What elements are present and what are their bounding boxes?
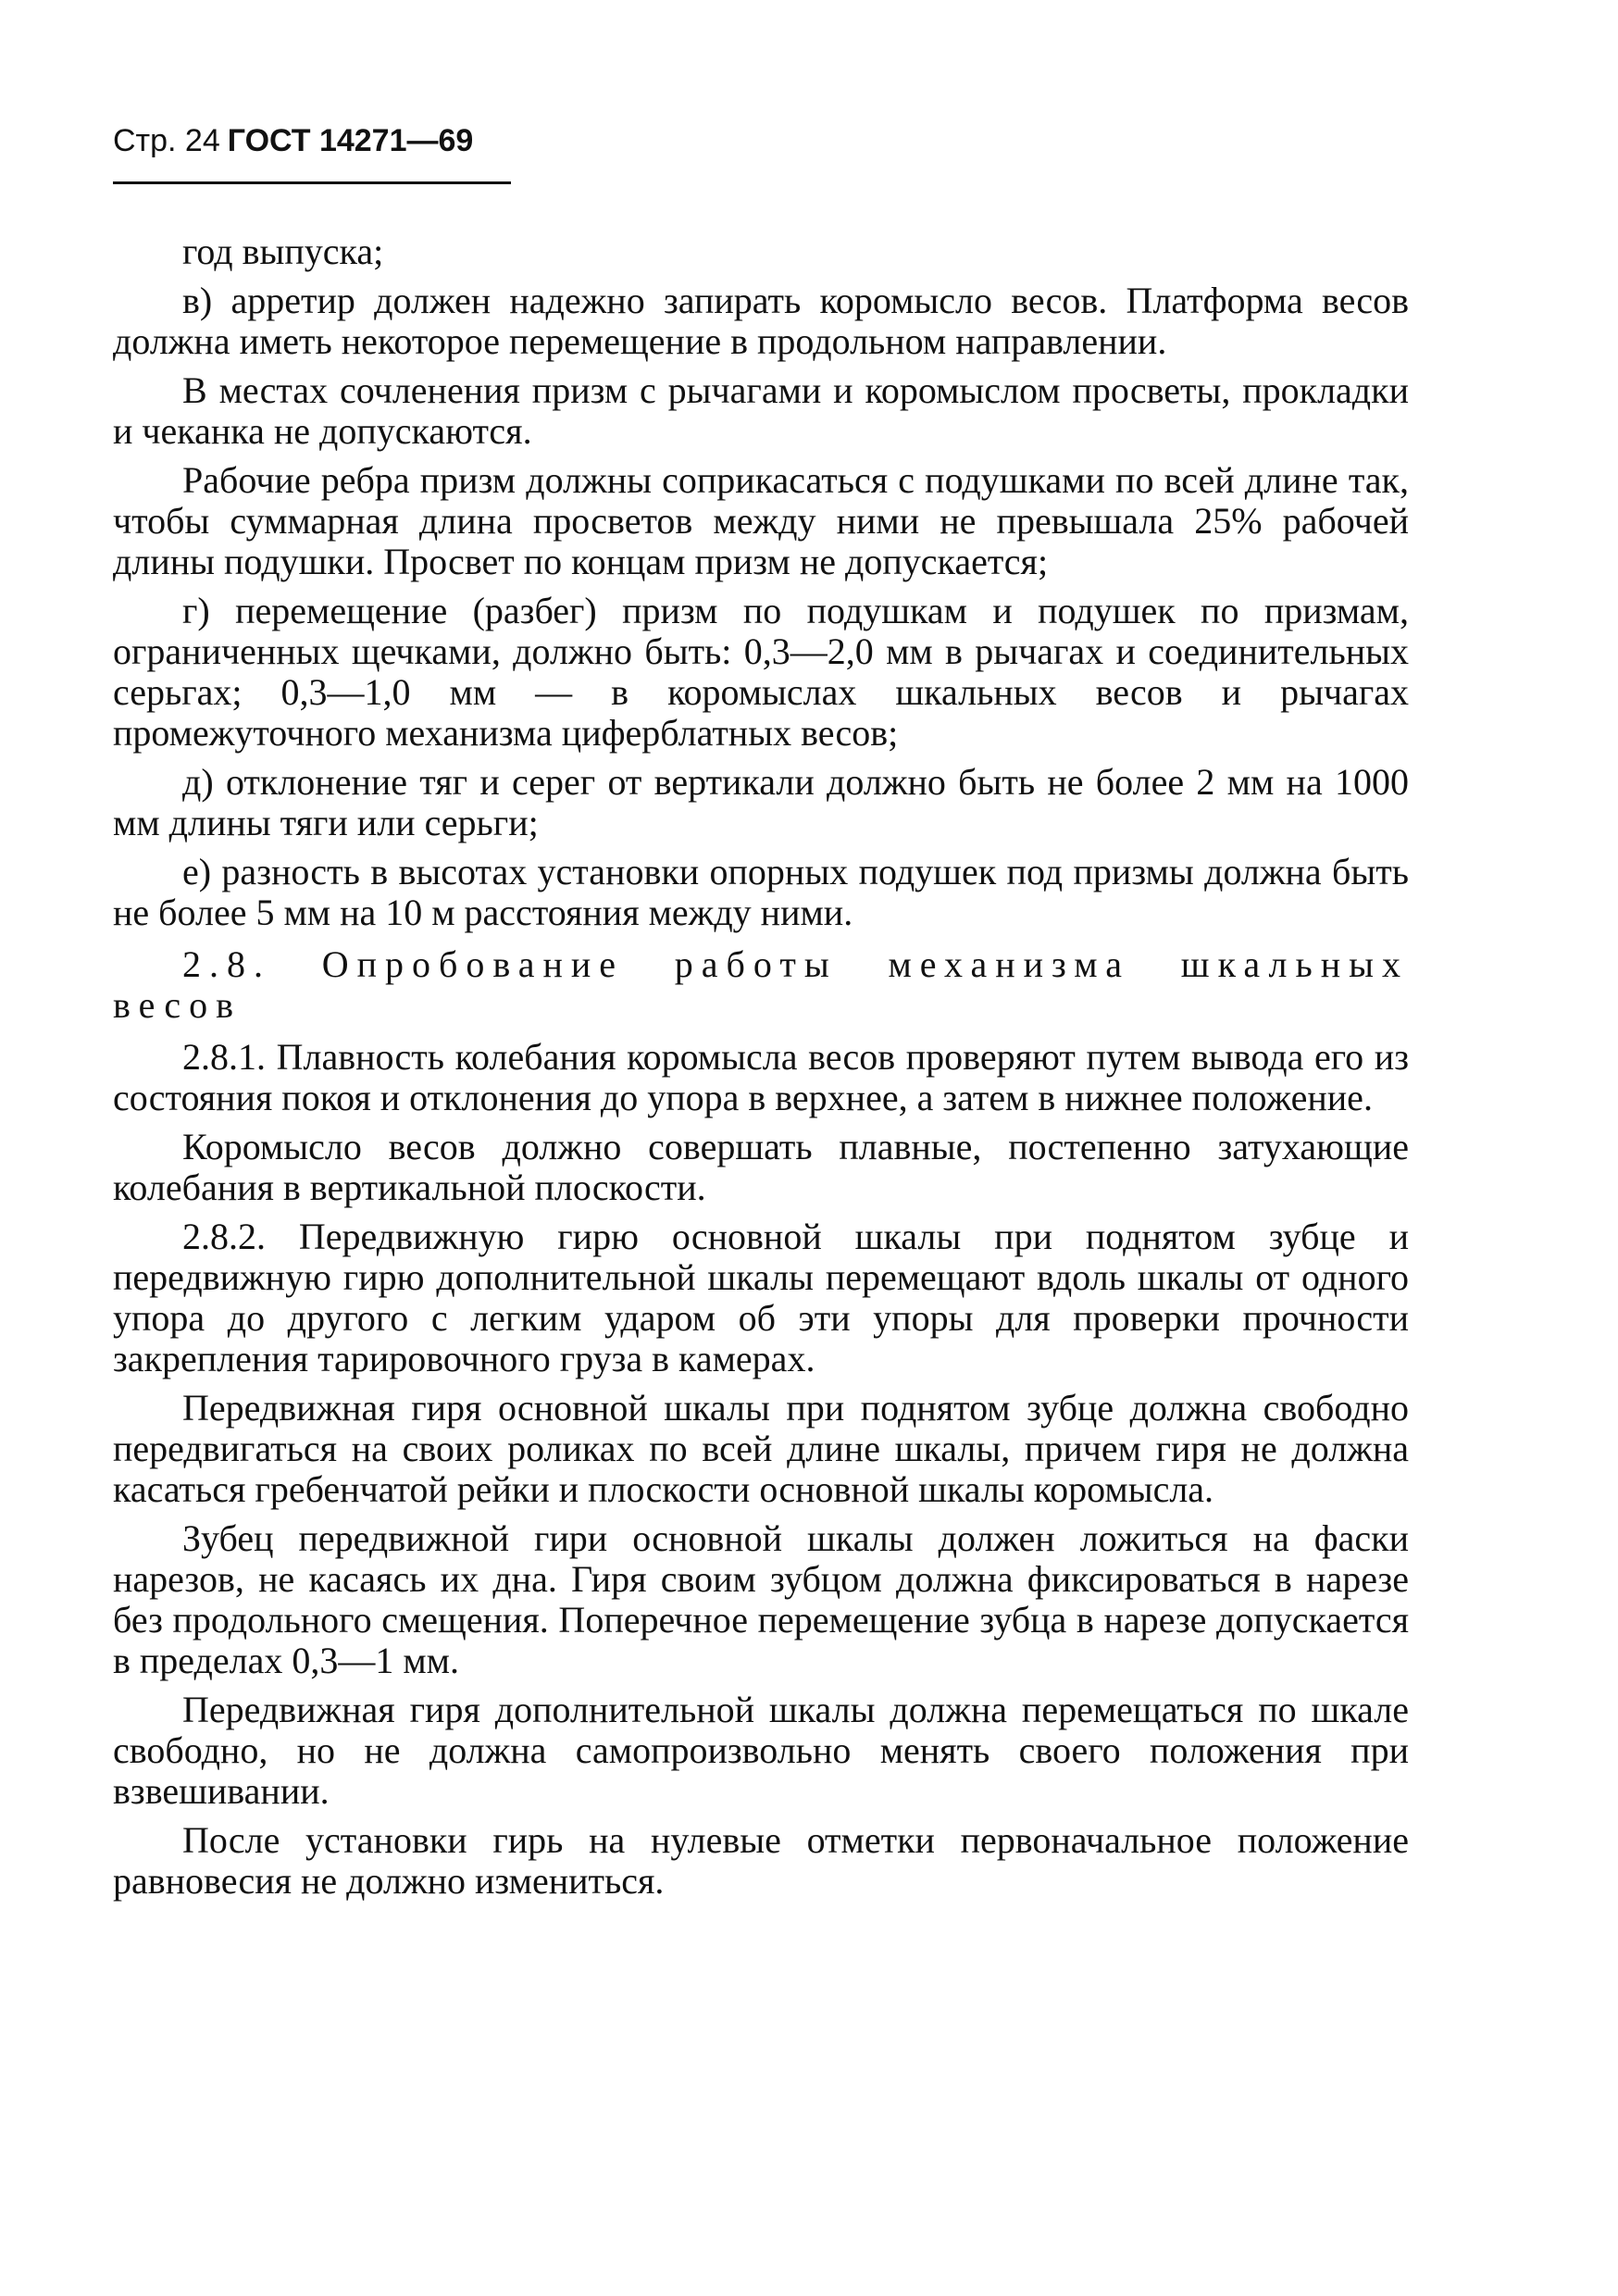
page-header	[113, 120, 511, 161]
paragraph: 2.8.1. Плавность колебания коромысла весов проверяют путем вывода его из состояния покоя и отклонения до упора в верхнее, а затем в нижнее положение.	[113, 1036, 1409, 1118]
paragraph: е) разность в высотах установки опорных подушек под призмы должна быть не более 5 мм на 10 м расстояния между ними.	[113, 851, 1409, 933]
standard-number: ГОСТ 14271—69	[227, 123, 474, 158]
paragraph: в) арретир должен надежно запирать коромысло весов. Платформа весов должна иметь некоторое перемещение в продольном направлении.	[113, 280, 1409, 362]
paragraph: Передвижная гиря основной шкалы при поднятом зубце должна свободно передвигаться на своих роликах по всей длине шкалы, причем гиря не должна касаться гребенчатой рейки и плоскости основной шкалы коромысла.	[113, 1387, 1409, 1510]
paragraph: д) отклонение тяг и серег от вертикали должно быть не более 2 мм на 1000 мм длины тяги или серьги;	[113, 761, 1409, 843]
paragraph: 2.8.2. Передвижную гирю основной шкалы при поднятом зубце и передвижную гирю дополнительной шкалы перемещают вдоль шкалы от одного упора до другого с легким ударом об эти упоры для проверки прочности закрепления тарировочного груза в камерах.	[113, 1216, 1409, 1379]
paragraph: г) перемещение (разбег) призм по подушкам и подушек по призмам, ограниченных щечками, должно быть: 0,3—2,0 мм в рычагах и соединительных серьгах; 0,3—1,0 мм — в коромыслах шкальных весов и рычагах промежуточного механизма циферблатных весов;	[113, 590, 1409, 754]
paragraph: В местах сочленения призм с рычагами и коромыслом просветы, прокладки и чеканка не допускаются.	[113, 369, 1409, 452]
paragraph: После установки гирь на нулевые отметки первоначальное положение равновесия не должно измениться.	[113, 1819, 1409, 1902]
page-number: Стр. 24	[113, 123, 220, 158]
paragraph: год выпуска;	[182, 231, 384, 272]
paragraph: Рабочие ребра призм должны соприкасаться с подушками по всей длине так, чтобы суммарная длина просветов между ними не превышала 25% рабочей длины подушки. Просвет по концам призм не допускается;	[113, 459, 1409, 582]
section-heading: 2.8. Опробование работы механизма шкальных весов	[113, 943, 1409, 1026]
paragraph: Зубец передвижной гири основной шкалы должен ложиться на фаски нарезов, не касаясь их дна. Гиря своим зубцом должна фиксироваться в нарезе без продольного смещения. Поперечное перемещение зубца в нарезе допускается в пределах 0,3—1 мм.	[113, 1517, 1409, 1681]
paragraph: Передвижная гиря дополнительной шкалы должна перемещаться по шкале свободно, но не должна самопроизвольно менять своего положения при взвешивании.	[113, 1689, 1409, 1812]
paragraph: Коромысло весов должно совершать плавные, постепенно затухающие колебания в вертикальной плоскости.	[113, 1126, 1409, 1208]
header-rule	[113, 181, 511, 184]
body-text	[113, 231, 1409, 1910]
